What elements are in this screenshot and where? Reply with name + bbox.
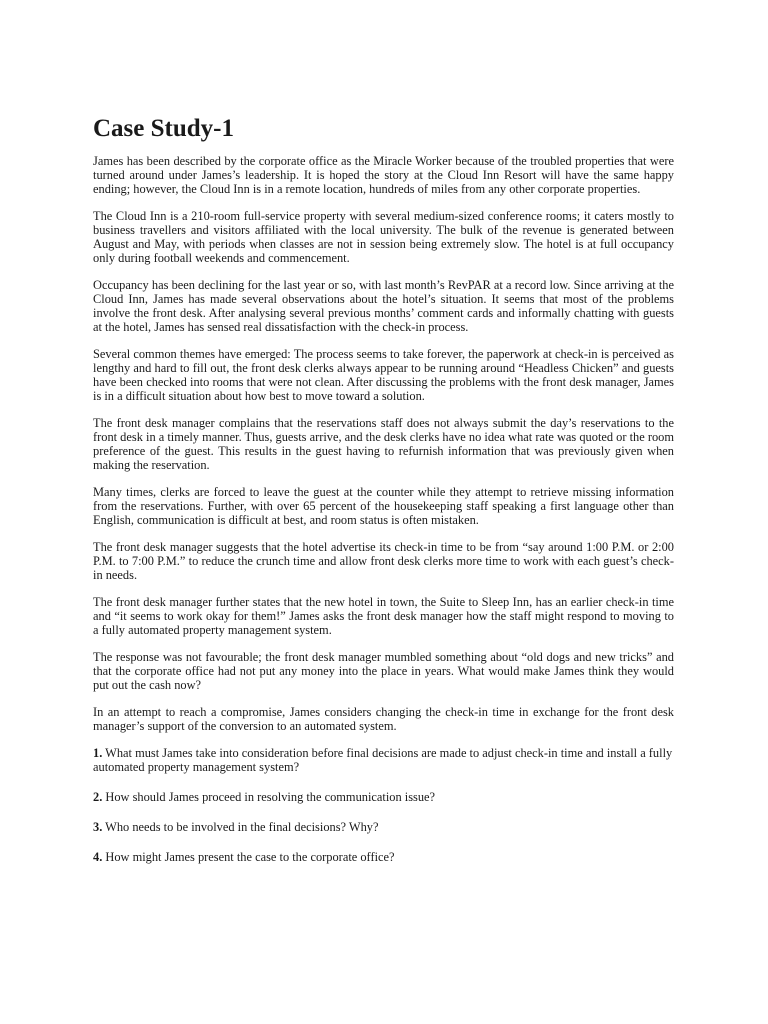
paragraph-5: The front desk manager complains that the reservations staff does not always submit the day’s reservations to the front desk in a timely manner. Thus, guests arrive, and the desk clerks have no idea what rate was quoted or the room preference of the guest. This results in the guest having to refurnish information that was previously given when making the reservation. (93, 416, 674, 472)
question-2 (93, 790, 674, 804)
question-number: 2. (93, 790, 103, 804)
document-page (93, 114, 674, 880)
paragraph-1: James has been described by the corporate office as the Miracle Worker because of the troubled properties that were turned around under James’s leadership. It is hoped the story at the Cloud Inn Resort will have the same happy ending; however, the Cloud Inn is in a remote location, hundreds of miles from any other corporate properties. (93, 154, 674, 196)
question-4 (93, 850, 674, 864)
question-1 (93, 746, 674, 774)
paragraph-2: The Cloud Inn is a 210-room full-service property with several medium-sized conference rooms; it caters mostly to business travellers and visitors affiliated with the local university. The bulk of the revenue is generated between August and May, with periods when classes are not in session being extremely slow. The hotel is at full occupancy only during football weekends and commencement. (93, 209, 674, 265)
paragraph-7: The front desk manager suggests that the hotel advertise its check-in time to be from “say around 1:00 P.M. or 2:00 P.M. to 7:00 P.M.” to reduce the crunch time and allow front desk clerks more time to work with each guest’s check-in needs. (93, 540, 674, 582)
question-text: How should James proceed in resolving the communication issue? (102, 790, 436, 804)
question-number: 4. (93, 850, 103, 864)
paragraph-3: Occupancy has been declining for the last year or so, with last month’s RevPAR at a record low. Since arriving at the Cloud Inn, James has made several observations about the hotel’s situation. It seems that most of the problems involve the front desk. After analysing several previous months’ comment cards and informally chatting with guests at the hotel, James has sensed real dissatisfaction with the check-in process. (93, 278, 674, 334)
document-title: Case Study-1 (93, 115, 234, 142)
question-number: 1. (93, 746, 103, 760)
question-number: 3. (93, 820, 103, 834)
paragraph-4: Several common themes have emerged: The process seems to take forever, the paperwork at check-in is perceived as lengthy and hard to fill out, the front desk clerks always appear to be running around “Headless Chicken” and guests have been checked into rooms that were not clean. After discussing the problems with the front desk manager, James is in a difficult situation about how best to move toward a solution. (93, 347, 674, 403)
question-text: What must James take into consideration before final decisions are made to adjust check-in time and install a fully automated property management system? (93, 746, 673, 774)
question-text: How might James present the case to the corporate office? (102, 850, 395, 864)
paragraph-8: The front desk manager further states that the new hotel in town, the Suite to Sleep Inn, has an earlier check-in time and “it seems to work okay for them!” James asks the front desk manager how the staff might respond to moving to a fully automated property management system. (93, 595, 674, 637)
paragraph-10: In an attempt to reach a compromise, James considers changing the check-in time in exchange for the front desk manager’s support of the conversion to an automated system. (93, 705, 674, 733)
question-text: Who needs to be involved in the final decisions? Why? (102, 820, 379, 834)
paragraph-9: The response was not favourable; the front desk manager mumbled something about “old dogs and new tricks” and that the corporate office had not put any money into the place in years. What would make James think they would put out the cash now? (93, 650, 674, 692)
question-3 (93, 820, 674, 834)
paragraph-6: Many times, clerks are forced to leave the guest at the counter while they attempt to retrieve missing information from the reservations. Further, with over 65 percent of the housekeeping staff speaking a first language other than English, communication is difficult at best, and room status is often mistaken. (93, 485, 674, 527)
